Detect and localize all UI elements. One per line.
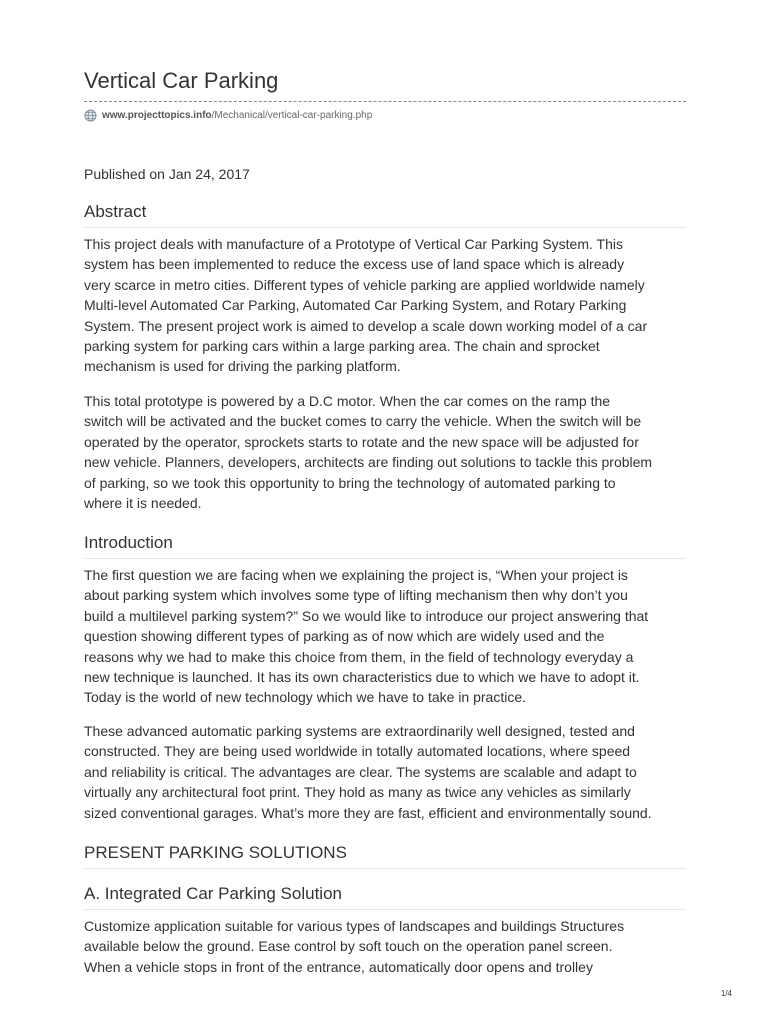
present-solutions-section bbox=[84, 842, 686, 869]
introduction-paragraph-2 bbox=[84, 721, 686, 823]
text-line: very scarce in metro cities. Different types of vehicle parking are applied worldwide namely bbox=[84, 276, 645, 293]
text-line: new technique is launched. It has its own characteristics due to which we have to adopt it. bbox=[84, 669, 640, 686]
text-line: This project deals with manufacture of a Prototype of Vertical Car Parking System. This bbox=[84, 236, 623, 252]
source-domain[interactable]: www.projecttopics.info bbox=[102, 109, 212, 121]
title-divider bbox=[84, 101, 686, 102]
abstract-heading: Abstract bbox=[84, 202, 147, 221]
text-line: system has been implemented to reduce the excess use of land space which is already bbox=[84, 256, 625, 273]
text-line: mechanism is used for driving the parking platform. bbox=[84, 358, 401, 375]
abstract-paragraph-2 bbox=[84, 391, 686, 513]
section-rule bbox=[84, 909, 686, 910]
section-rule bbox=[84, 558, 686, 559]
text-line: This total prototype is powered by a D.C motor. When the car comes on the ramp the bbox=[84, 393, 611, 409]
introduction-heading: Introduction bbox=[84, 533, 173, 552]
text-line: where it is needed. bbox=[84, 495, 202, 512]
text-line: new vehicle. Planners, developers, architects are finding out solutions to tackle this problem bbox=[84, 454, 653, 471]
text-line: of parking, so we took this opportunity to bring the technology of automated parking to bbox=[84, 474, 616, 491]
text-line: virtually any architectural foot print. They hold as many as twice any vehicles as similarly bbox=[84, 784, 631, 801]
text-line: When a vehicle stops in front of the entrance, automatically door opens and trolley bbox=[84, 958, 593, 975]
integrated-heading: A. Integrated Car Parking Solution bbox=[84, 884, 342, 903]
abstract-paragraph-1 bbox=[84, 234, 686, 377]
integrated-section bbox=[84, 883, 686, 910]
text-line: available below the ground. Ease control by soft touch on the operation panel screen. bbox=[84, 938, 613, 955]
published-date: Published on Jan 24, 2017 bbox=[84, 166, 250, 182]
introduction-section bbox=[84, 532, 686, 559]
text-line: and reliability is critical. The advantages are clear. The systems are scalable and adapt to bbox=[84, 763, 637, 780]
source-path[interactable]: /Mechanical/vertical-car-parking.php bbox=[211, 109, 373, 121]
text-line: Customize application suitable for various types of landscapes and buildings Structures bbox=[84, 918, 625, 934]
text-line: Multi-level Automated Car Parking, Automated Car Parking System, and Rotary Parking bbox=[84, 297, 627, 314]
page-number: 1/4 bbox=[720, 989, 732, 998]
text-line: question showing different types of parking as of now which are widely used and the bbox=[84, 628, 605, 645]
text-line: The first question we are facing when we explaining the project is, “When your project is bbox=[84, 567, 628, 583]
text-line: These advanced automatic parking systems are extraordinarily well designed, tested and bbox=[84, 723, 635, 739]
abstract-section bbox=[84, 201, 686, 228]
text-line: sized conventional garages. What’s more they are fast, efficient and environmentally sound. bbox=[84, 804, 652, 821]
section-rule bbox=[84, 868, 686, 869]
text-line: reasons why we had to make this choice from them, in the field of technology everyday a bbox=[84, 648, 634, 665]
section-rule bbox=[84, 227, 686, 228]
text-line: constructed. They are being used worldwide in totally automated locations, where speed bbox=[84, 743, 631, 760]
source-url[interactable] bbox=[84, 108, 372, 122]
globe-icon bbox=[84, 109, 97, 122]
introduction-paragraph-1 bbox=[84, 565, 686, 708]
text-line: about parking system which involves some type of lifting mechanism then why don’t you bbox=[84, 587, 628, 604]
text-line: System. The present project work is aimed to develop a scale down working model of a car bbox=[84, 317, 648, 334]
integrated-paragraph-1 bbox=[84, 916, 686, 977]
text-line: parking system for parking cars within a large parking area. The chain and sprocket bbox=[84, 338, 600, 355]
text-line: Today is the world of new technology which we have to take in practice. bbox=[84, 689, 527, 706]
text-line: switch will be activated and the bucket comes to carry the vehicle. When the switch will be bbox=[84, 413, 642, 430]
text-line: operated by the operator, sprockets starts to rotate and the new space will be adjusted for bbox=[84, 433, 639, 450]
present-solutions-heading: PRESENT PARKING SOLUTIONS bbox=[84, 843, 347, 862]
document-title: Vertical Car Parking bbox=[84, 68, 279, 93]
text-line: build a multilevel parking system?” So we would like to introduce our project answering that bbox=[84, 607, 649, 624]
